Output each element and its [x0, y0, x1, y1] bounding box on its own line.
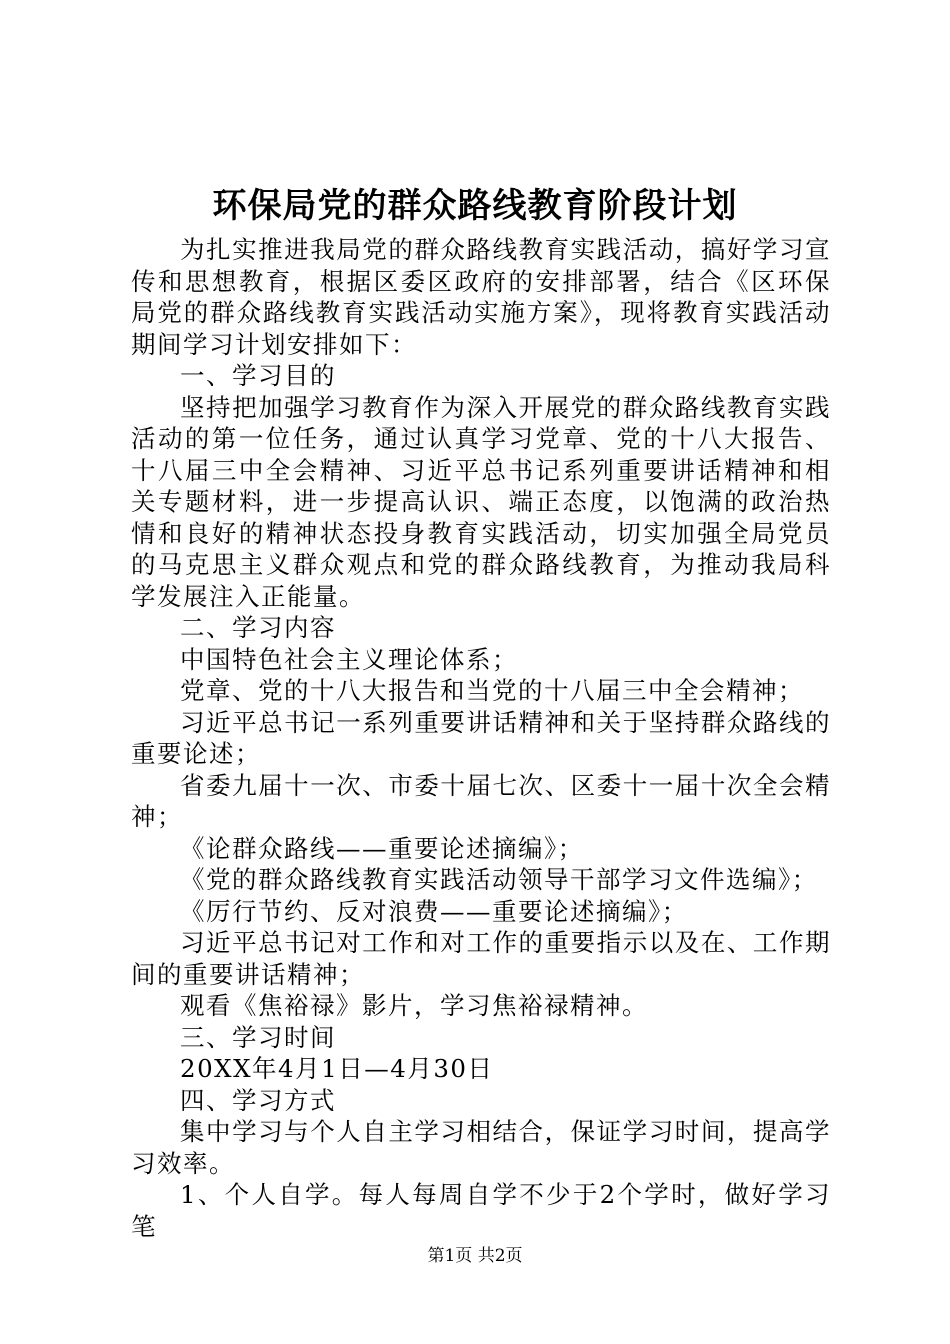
content-item: 中国特色社会主义理论体系；	[180, 644, 518, 674]
content-item: 《党的群众路线教育实践活动领导干部学习文件选编》；	[180, 865, 818, 894]
study-period: 20XX年4月1日—4月30日	[180, 1054, 494, 1083]
paragraph-intro: 为扎实推进我局党的群众路线教育实践活动，搞好学习宣传和思想教育，根据区委区政府的安排部署，结合《区环保局党的群众路线教育实践活动实施方案》，现将教育实践活动期间学习计划安排如下：	[131, 235, 831, 359]
paragraph-purpose: 坚持把加强学习教育作为深入开展党的群众路线教育实践活动的第一位任务，通过认真学习党章、党的十八大报告、十八届三中全会精神、习近平总书记系列重要讲话精神和相关专题材料，进一步提高认识、端正态度，以饱满的政治热情和良好的精神状态投身教育实践活动，切实加强全局党员的马克思主义群众观点和党的群众路线教育，为推动我局科学发展注入正能量。	[131, 392, 831, 611]
page-footer: 第1页 共2页	[427, 1246, 523, 1266]
content-item: 党章、党的十八大报告和当党的十八届三中全会精神；	[180, 676, 804, 705]
content-item: 《论群众路线——重要论述摘编》；	[180, 833, 584, 863]
section-heading-purpose: 一、学习目的	[180, 361, 336, 390]
content-item: 习近平总书记一系列重要讲话精神和关于坚持群众路线的重要论述；	[131, 707, 831, 768]
paragraph-method: 集中学习与个人自主学习相结合，保证学习时间，提高学习效率。	[131, 1117, 831, 1178]
paragraph-self-study: 1、个人自学。每人每周自学不少于2个学时，做好学习笔	[131, 1180, 831, 1241]
content-item: 省委九届十一次、市委十届七次、区委十一届十次全会精神；	[131, 770, 831, 831]
content-item: 观看《焦裕禄》影片，学习焦裕禄精神。	[180, 991, 648, 1020]
content-item: 习近平总书记对工作和对工作的重要指示以及在、工作期间的重要讲话精神；	[131, 928, 831, 989]
document-body	[131, 234, 831, 1242]
document-title: 环保局党的群众路线教育阶段计划	[212, 186, 738, 226]
section-heading-time: 三、学习时间	[180, 1022, 336, 1052]
section-heading-method: 四、学习方式	[180, 1085, 336, 1115]
section-heading-content: 二、学习内容	[180, 613, 336, 642]
content-item: 《厉行节约、反对浪费——重要论述摘编》；	[180, 896, 688, 926]
